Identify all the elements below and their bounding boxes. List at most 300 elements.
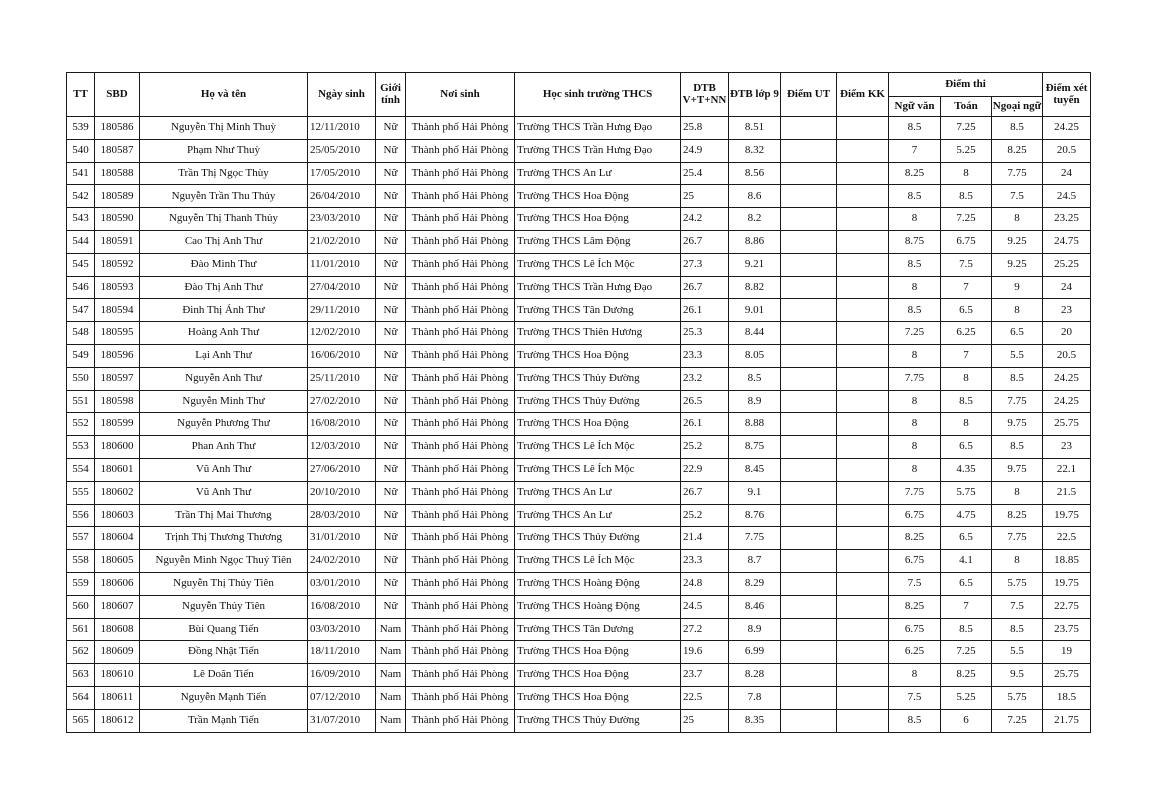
cell-dtb-9: 8.88	[729, 413, 781, 436]
cell-dob: 25/11/2010	[308, 367, 376, 390]
cell-diem-kk	[837, 413, 889, 436]
cell-diem-ut	[781, 686, 837, 709]
cell-toan: 5.25	[941, 686, 992, 709]
cell-ngu-van: 7	[889, 139, 941, 162]
cell-diem-ut	[781, 117, 837, 140]
cell-dtb-vtnn: 27.2	[681, 618, 729, 641]
cell-ngu-van: 8	[889, 664, 941, 687]
cell-ngoai-ngu: 7.5	[992, 595, 1043, 618]
cell-gender: Nữ	[376, 550, 406, 573]
cell-dob: 16/09/2010	[308, 664, 376, 687]
cell-tt: 548	[67, 322, 95, 345]
cell-school: Trường THCS Lê Ích Mộc	[515, 436, 681, 459]
cell-ngu-van: 8.25	[889, 527, 941, 550]
cell-birthplace: Thành phố Hải Phòng	[406, 299, 515, 322]
col-header-diem-ut: Điểm UT	[781, 73, 837, 117]
cell-school: Trường THCS Thủy Đường	[515, 527, 681, 550]
cell-gender: Nữ	[376, 299, 406, 322]
cell-tt: 561	[67, 618, 95, 641]
cell-tt: 554	[67, 458, 95, 481]
cell-ngoai-ngu: 5.75	[992, 686, 1043, 709]
cell-name: Đinh Thị Ánh Thư	[140, 299, 308, 322]
cell-birthplace: Thành phố Hải Phòng	[406, 686, 515, 709]
table-row	[67, 550, 1091, 573]
cell-dtb-vtnn: 26.5	[681, 390, 729, 413]
cell-toan: 6.5	[941, 436, 992, 459]
cell-ngoai-ngu: 5.75	[992, 572, 1043, 595]
cell-birthplace: Thành phố Hải Phòng	[406, 618, 515, 641]
table-row	[67, 595, 1091, 618]
cell-diem-xet: 19	[1043, 641, 1091, 664]
cell-sbd: 180595	[95, 322, 140, 345]
cell-birthplace: Thành phố Hải Phòng	[406, 641, 515, 664]
cell-toan: 8.5	[941, 185, 992, 208]
cell-ngoai-ngu: 7.25	[992, 709, 1043, 732]
cell-birthplace: Thành phố Hải Phòng	[406, 344, 515, 367]
table-row	[67, 299, 1091, 322]
cell-dob: 27/06/2010	[308, 458, 376, 481]
cell-school: Trường THCS Lê Ích Mộc	[515, 550, 681, 573]
cell-school: Trường THCS An Lư	[515, 504, 681, 527]
col-header-dob: Ngày sinh	[308, 73, 376, 117]
cell-school: Trường THCS Tân Dương	[515, 618, 681, 641]
cell-sbd: 180589	[95, 185, 140, 208]
cell-dtb-9: 8.82	[729, 276, 781, 299]
cell-birthplace: Thành phố Hải Phòng	[406, 413, 515, 436]
cell-sbd: 180603	[95, 504, 140, 527]
cell-birthplace: Thành phố Hải Phòng	[406, 481, 515, 504]
cell-sbd: 180611	[95, 686, 140, 709]
cell-school: Trường THCS Hoa Động	[515, 185, 681, 208]
table-row	[67, 709, 1091, 732]
cell-dtb-vtnn: 25.4	[681, 162, 729, 185]
cell-ngu-van: 8	[889, 436, 941, 459]
cell-diem-kk	[837, 344, 889, 367]
cell-dtb-vtnn: 21.4	[681, 527, 729, 550]
cell-toan: 6.5	[941, 299, 992, 322]
cell-dob: 07/12/2010	[308, 686, 376, 709]
cell-dtb-vtnn: 25.8	[681, 117, 729, 140]
cell-gender: Nữ	[376, 481, 406, 504]
cell-diem-ut	[781, 595, 837, 618]
cell-dtb-vtnn: 25	[681, 709, 729, 732]
cell-sbd: 180602	[95, 481, 140, 504]
table-row	[67, 276, 1091, 299]
cell-gender: Nam	[376, 686, 406, 709]
cell-gender: Nữ	[376, 504, 406, 527]
cell-toan: 8	[941, 413, 992, 436]
cell-name: Phạm Như Thuỳ	[140, 139, 308, 162]
cell-dtb-9: 8.76	[729, 504, 781, 527]
cell-diem-xet: 22.5	[1043, 527, 1091, 550]
cell-tt: 557	[67, 527, 95, 550]
col-header-tt: TT	[67, 73, 95, 117]
cell-sbd: 180606	[95, 572, 140, 595]
cell-dtb-vtnn: 19.6	[681, 641, 729, 664]
cell-diem-kk	[837, 595, 889, 618]
cell-diem-kk	[837, 641, 889, 664]
cell-gender: Nữ	[376, 162, 406, 185]
cell-dtb-9: 8.56	[729, 162, 781, 185]
cell-dob: 03/01/2010	[308, 572, 376, 595]
col-header-sbd: SBD	[95, 73, 140, 117]
cell-ngu-van: 6.25	[889, 641, 941, 664]
cell-gender: Nữ	[376, 572, 406, 595]
cell-tt: 556	[67, 504, 95, 527]
cell-birthplace: Thành phố Hải Phòng	[406, 709, 515, 732]
cell-sbd: 180609	[95, 641, 140, 664]
cell-toan: 8.5	[941, 390, 992, 413]
cell-diem-xet: 24.5	[1043, 185, 1091, 208]
cell-name: Nguyễn Minh Thư	[140, 390, 308, 413]
cell-birthplace: Thành phố Hải Phòng	[406, 550, 515, 573]
cell-tt: 545	[67, 253, 95, 276]
cell-ngoai-ngu: 5.5	[992, 641, 1043, 664]
cell-ngu-van: 6.75	[889, 618, 941, 641]
cell-dob: 16/08/2010	[308, 595, 376, 618]
cell-ngu-van: 8.5	[889, 299, 941, 322]
cell-diem-kk	[837, 185, 889, 208]
cell-toan: 6	[941, 709, 992, 732]
cell-name: Đào Minh Thư	[140, 253, 308, 276]
cell-ngoai-ngu: 6.5	[992, 322, 1043, 345]
col-header-ngoai-ngu: Ngoại ngữ	[992, 97, 1043, 117]
cell-diem-ut	[781, 139, 837, 162]
cell-diem-xet: 24	[1043, 162, 1091, 185]
cell-school: Trường THCS Lê Ích Mộc	[515, 458, 681, 481]
cell-school: Trường THCS Hoa Động	[515, 208, 681, 231]
cell-dtb-9: 8.6	[729, 185, 781, 208]
cell-gender: Nữ	[376, 527, 406, 550]
table-row	[67, 344, 1091, 367]
cell-dtb-9: 7.8	[729, 686, 781, 709]
cell-diem-ut	[781, 322, 837, 345]
cell-dob: 12/03/2010	[308, 436, 376, 459]
cell-tt: 560	[67, 595, 95, 618]
cell-name: Trần Thị Mai Thương	[140, 504, 308, 527]
cell-dtb-vtnn: 26.7	[681, 481, 729, 504]
cell-name: Nguyễn Minh Ngọc Thuý Tiên	[140, 550, 308, 573]
cell-gender: Nữ	[376, 322, 406, 345]
cell-toan: 7.25	[941, 641, 992, 664]
cell-toan: 7	[941, 344, 992, 367]
cell-diem-xet: 22.75	[1043, 595, 1091, 618]
col-header-school: Học sinh trường THCS	[515, 73, 681, 117]
cell-dob: 24/02/2010	[308, 550, 376, 573]
cell-name: Nguyễn Mạnh Tiến	[140, 686, 308, 709]
cell-gender: Nữ	[376, 458, 406, 481]
cell-diem-kk	[837, 299, 889, 322]
cell-sbd: 180593	[95, 276, 140, 299]
cell-diem-kk	[837, 162, 889, 185]
cell-tt: 542	[67, 185, 95, 208]
cell-name: Nguyễn Anh Thư	[140, 367, 308, 390]
cell-toan: 6.25	[941, 322, 992, 345]
cell-diem-xet: 19.75	[1043, 504, 1091, 527]
cell-dob: 11/01/2010	[308, 253, 376, 276]
cell-gender: Nữ	[376, 139, 406, 162]
cell-dob: 29/11/2010	[308, 299, 376, 322]
cell-name: Nguyễn Phương Thư	[140, 413, 308, 436]
cell-gender: Nữ	[376, 117, 406, 140]
cell-birthplace: Thành phố Hải Phòng	[406, 253, 515, 276]
cell-dtb-vtnn: 22.5	[681, 686, 729, 709]
cell-sbd: 180610	[95, 664, 140, 687]
cell-diem-xet: 20.5	[1043, 344, 1091, 367]
cell-ngoai-ngu: 8	[992, 299, 1043, 322]
cell-diem-kk	[837, 504, 889, 527]
cell-ngoai-ngu: 5.5	[992, 344, 1043, 367]
cell-tt: 559	[67, 572, 95, 595]
cell-sbd: 180587	[95, 139, 140, 162]
cell-dtb-vtnn: 25	[681, 185, 729, 208]
cell-ngu-van: 8.5	[889, 185, 941, 208]
table-row	[67, 436, 1091, 459]
cell-dtb-9: 8.86	[729, 230, 781, 253]
table-row	[67, 504, 1091, 527]
cell-dtb-9: 8.51	[729, 117, 781, 140]
cell-sbd: 180591	[95, 230, 140, 253]
cell-dtb-9: 8.05	[729, 344, 781, 367]
table-row	[67, 367, 1091, 390]
cell-tt: 541	[67, 162, 95, 185]
cell-diem-ut	[781, 527, 837, 550]
cell-toan: 7	[941, 276, 992, 299]
cell-ngoai-ngu: 8	[992, 481, 1043, 504]
cell-dtb-vtnn: 23.3	[681, 344, 729, 367]
cell-ngoai-ngu: 8	[992, 208, 1043, 231]
cell-school: Trường THCS Thiên Hương	[515, 322, 681, 345]
cell-name: Nguyễn Thị Thủy Tiên	[140, 572, 308, 595]
cell-birthplace: Thành phố Hải Phòng	[406, 664, 515, 687]
cell-gender: Nữ	[376, 208, 406, 231]
cell-dtb-9: 8.32	[729, 139, 781, 162]
cell-school: Trường THCS Lê Ích Mộc	[515, 253, 681, 276]
cell-dtb-vtnn: 25.2	[681, 436, 729, 459]
cell-diem-xet: 20	[1043, 322, 1091, 345]
cell-name: Trần Thị Ngọc Thùy	[140, 162, 308, 185]
cell-dtb-9: 8.7	[729, 550, 781, 573]
cell-dob: 28/03/2010	[308, 504, 376, 527]
cell-diem-ut	[781, 390, 837, 413]
cell-dob: 27/02/2010	[308, 390, 376, 413]
cell-diem-ut	[781, 253, 837, 276]
cell-school: Trường THCS An Lư	[515, 162, 681, 185]
cell-birthplace: Thành phố Hải Phòng	[406, 139, 515, 162]
cell-diem-kk	[837, 276, 889, 299]
cell-name: Nguyễn Thị Thanh Thủy	[140, 208, 308, 231]
cell-name: Đào Thị Anh Thư	[140, 276, 308, 299]
col-header-name: Họ và tên	[140, 73, 308, 117]
table-row	[67, 208, 1091, 231]
cell-dob: 26/04/2010	[308, 185, 376, 208]
table-row	[67, 413, 1091, 436]
cell-birthplace: Thành phố Hải Phòng	[406, 572, 515, 595]
cell-birthplace: Thành phố Hải Phòng	[406, 230, 515, 253]
cell-diem-kk	[837, 458, 889, 481]
cell-gender: Nữ	[376, 413, 406, 436]
cell-toan: 8.5	[941, 618, 992, 641]
cell-diem-ut	[781, 208, 837, 231]
cell-birthplace: Thành phố Hải Phòng	[406, 185, 515, 208]
cell-toan: 6.5	[941, 527, 992, 550]
cell-tt: 552	[67, 413, 95, 436]
cell-toan: 5.25	[941, 139, 992, 162]
col-header-diem-kk: Điểm KK	[837, 73, 889, 117]
cell-birthplace: Thành phố Hải Phòng	[406, 276, 515, 299]
cell-diem-kk	[837, 367, 889, 390]
cell-gender: Nữ	[376, 344, 406, 367]
table-row	[67, 253, 1091, 276]
cell-sbd: 180607	[95, 595, 140, 618]
cell-dob: 12/02/2010	[308, 322, 376, 345]
cell-name: Đồng Nhật Tiến	[140, 641, 308, 664]
cell-sbd: 180605	[95, 550, 140, 573]
table-row	[67, 664, 1091, 687]
cell-dtb-9: 8.44	[729, 322, 781, 345]
cell-school: Trường THCS Thủy Đường	[515, 367, 681, 390]
cell-ngoai-ngu: 8.25	[992, 504, 1043, 527]
cell-tt: 553	[67, 436, 95, 459]
cell-dtb-9: 9.21	[729, 253, 781, 276]
cell-diem-kk	[837, 686, 889, 709]
cell-diem-ut	[781, 504, 837, 527]
cell-gender: Nữ	[376, 276, 406, 299]
cell-diem-kk	[837, 208, 889, 231]
cell-ngoai-ngu: 8.5	[992, 367, 1043, 390]
cell-school: Trường THCS An Lư	[515, 481, 681, 504]
cell-sbd: 180596	[95, 344, 140, 367]
cell-dob: 31/07/2010	[308, 709, 376, 732]
cell-dtb-vtnn: 24.5	[681, 595, 729, 618]
cell-diem-ut	[781, 550, 837, 573]
cell-tt: 555	[67, 481, 95, 504]
results-table	[66, 72, 1091, 733]
cell-diem-xet: 23	[1043, 299, 1091, 322]
cell-ngu-van: 7.5	[889, 572, 941, 595]
cell-diem-xet: 24.25	[1043, 390, 1091, 413]
cell-diem-xet: 18.85	[1043, 550, 1091, 573]
cell-diem-ut	[781, 276, 837, 299]
cell-tt: 551	[67, 390, 95, 413]
cell-ngoai-ngu: 8.25	[992, 139, 1043, 162]
cell-diem-xet: 24.25	[1043, 117, 1091, 140]
table-row	[67, 641, 1091, 664]
cell-tt: 558	[67, 550, 95, 573]
cell-birthplace: Thành phố Hải Phòng	[406, 162, 515, 185]
cell-diem-ut	[781, 572, 837, 595]
cell-toan: 7.25	[941, 208, 992, 231]
cell-toan: 5.75	[941, 481, 992, 504]
cell-name: Vũ Anh Thư	[140, 481, 308, 504]
cell-name: Nguyễn Thủy Tiên	[140, 595, 308, 618]
cell-ngu-van: 8.75	[889, 230, 941, 253]
cell-toan: 6.5	[941, 572, 992, 595]
cell-sbd: 180612	[95, 709, 140, 732]
table-row	[67, 527, 1091, 550]
cell-diem-kk	[837, 664, 889, 687]
cell-ngu-van: 8.5	[889, 117, 941, 140]
table-row	[67, 230, 1091, 253]
cell-diem-xet: 20.5	[1043, 139, 1091, 162]
cell-diem-xet: 18.5	[1043, 686, 1091, 709]
cell-birthplace: Thành phố Hải Phòng	[406, 322, 515, 345]
cell-diem-kk	[837, 550, 889, 573]
cell-birthplace: Thành phố Hải Phòng	[406, 527, 515, 550]
cell-ngu-van: 6.75	[889, 550, 941, 573]
cell-diem-ut	[781, 344, 837, 367]
cell-toan: 4.75	[941, 504, 992, 527]
cell-diem-kk	[837, 390, 889, 413]
cell-toan: 6.75	[941, 230, 992, 253]
cell-name: Nguyễn Thị Minh Thuỳ	[140, 117, 308, 140]
table-row	[67, 572, 1091, 595]
cell-ngu-van: 8	[889, 390, 941, 413]
cell-toan: 8	[941, 367, 992, 390]
cell-birthplace: Thành phố Hải Phòng	[406, 208, 515, 231]
table-row	[67, 686, 1091, 709]
cell-gender: Nữ	[376, 230, 406, 253]
cell-diem-kk	[837, 230, 889, 253]
cell-name: Lê Doãn Tiến	[140, 664, 308, 687]
cell-gender: Nữ	[376, 367, 406, 390]
cell-diem-xet: 24.75	[1043, 230, 1091, 253]
cell-ngoai-ngu: 7.5	[992, 185, 1043, 208]
cell-sbd: 180600	[95, 436, 140, 459]
cell-sbd: 180599	[95, 413, 140, 436]
cell-toan: 4.1	[941, 550, 992, 573]
cell-dtb-vtnn: 23.3	[681, 550, 729, 573]
cell-dtb-9: 8.45	[729, 458, 781, 481]
cell-diem-xet: 23	[1043, 436, 1091, 459]
table-row	[67, 458, 1091, 481]
cell-diem-kk	[837, 709, 889, 732]
cell-diem-xet: 25.75	[1043, 413, 1091, 436]
cell-dtb-9: 8.9	[729, 618, 781, 641]
cell-birthplace: Thành phố Hải Phòng	[406, 390, 515, 413]
cell-tt: 547	[67, 299, 95, 322]
cell-toan: 8.25	[941, 664, 992, 687]
cell-name: Phan Anh Thư	[140, 436, 308, 459]
cell-dtb-vtnn: 24.2	[681, 208, 729, 231]
cell-diem-xet: 25.75	[1043, 664, 1091, 687]
cell-dtb-vtnn: 25.2	[681, 504, 729, 527]
cell-sbd: 180601	[95, 458, 140, 481]
col-header-birthplace: Nơi sinh	[406, 73, 515, 117]
cell-gender: Nữ	[376, 436, 406, 459]
cell-sbd: 180608	[95, 618, 140, 641]
cell-diem-ut	[781, 641, 837, 664]
cell-dtb-vtnn: 24.8	[681, 572, 729, 595]
cell-ngu-van: 8	[889, 208, 941, 231]
cell-dob: 23/03/2010	[308, 208, 376, 231]
cell-school: Trường THCS Tân Dương	[515, 299, 681, 322]
cell-name: Trịnh Thị Thương Thương	[140, 527, 308, 550]
cell-dtb-9: 8.9	[729, 390, 781, 413]
cell-dtb-vtnn: 22.9	[681, 458, 729, 481]
cell-dtb-9: 8.28	[729, 664, 781, 687]
cell-dob: 17/05/2010	[308, 162, 376, 185]
cell-tt: 546	[67, 276, 95, 299]
cell-dtb-vtnn: 26.7	[681, 230, 729, 253]
cell-ngu-van: 7.75	[889, 481, 941, 504]
cell-diem-ut	[781, 299, 837, 322]
cell-diem-ut	[781, 618, 837, 641]
table-body	[67, 117, 1091, 733]
cell-diem-kk	[837, 117, 889, 140]
cell-toan: 8	[941, 162, 992, 185]
cell-dtb-9: 8.35	[729, 709, 781, 732]
